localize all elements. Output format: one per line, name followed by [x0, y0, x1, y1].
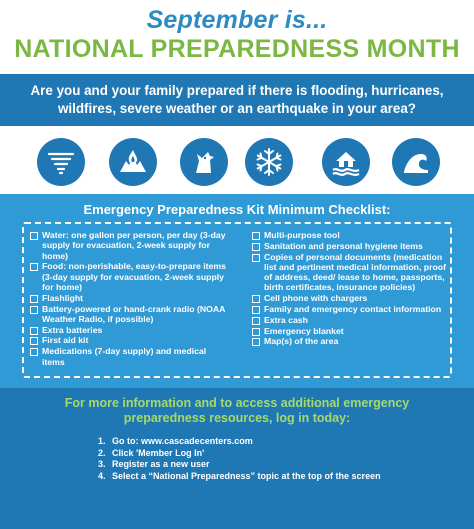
flooded-house-icon — [322, 138, 370, 186]
checklist-title: Emergency Preparedness Kit Minimum Checklist: — [83, 202, 391, 217]
list-item: Map(s) of the area — [252, 336, 450, 346]
step-text: Select a “National Preparedness” topic at the top of the screen — [112, 470, 381, 481]
list-item: Multi-purpose tool — [252, 230, 450, 240]
list-item: Extra cash — [252, 315, 450, 325]
checkbox-icon — [30, 232, 38, 240]
checkbox-icon — [252, 243, 260, 251]
checklist-left-column — [30, 230, 230, 367]
question-line-1: Are you and your family prepared if there is flooding, hurricanes, — [30, 83, 444, 98]
header-subtitle: September is... — [146, 6, 328, 34]
info-section — [0, 388, 474, 529]
checklist-section — [0, 194, 474, 388]
checkbox-icon — [252, 306, 260, 314]
step-text: Register as a new user — [112, 459, 210, 469]
snowflake-icon — [245, 138, 293, 186]
checkbox-icon — [30, 295, 38, 303]
list-item: Family and emergency contact information — [252, 304, 450, 314]
question-banner — [0, 74, 474, 126]
checkbox-icon — [252, 338, 260, 346]
checkbox-icon — [30, 327, 38, 335]
list-item: Medications (7-day supply) and medical items — [30, 346, 230, 367]
checklist-right-column — [252, 230, 450, 347]
list-item: Battery-powered or hand-crank radio (NOAA Weather Radio, if possible) — [30, 304, 230, 325]
page-title: NATIONAL PREPAREDNESS MONTH — [14, 35, 460, 63]
list-item: Emergency blanket — [252, 326, 450, 336]
checkbox-icon — [252, 328, 260, 336]
step-text: Go to: www.cascadecenters.com — [112, 436, 253, 446]
list-item: Food: non-perishable, easy-to-prepare items (3-day supply for evacuation, 2-week supply for home) — [30, 261, 230, 292]
checkbox-icon — [30, 263, 38, 271]
checkbox-icon — [30, 348, 38, 356]
step-item — [98, 448, 468, 460]
list-item: Flashlight — [30, 293, 230, 303]
list-item: Extra batteries — [30, 325, 230, 335]
info-line-2: preparedness resources, log in today: — [123, 411, 351, 425]
list-item: First aid kit — [30, 335, 230, 345]
list-item: Sanitation and personal hygiene items — [252, 241, 450, 251]
step-number: 3. — [98, 459, 106, 469]
checkbox-icon — [252, 232, 260, 240]
header — [0, 0, 474, 74]
info-heading — [0, 396, 474, 426]
step-text: Click 'Member Log In' — [112, 447, 205, 458]
checkbox-icon — [252, 254, 260, 262]
step-item — [98, 471, 468, 483]
list-item: Water: one gallon per person, per day (3-day supply for evacuation, 2-week supply for home) — [30, 230, 230, 261]
step-number: 2. — [98, 447, 106, 458]
checkbox-icon — [30, 337, 38, 345]
checkbox-icon — [252, 317, 260, 325]
question-line-2: wildfires, severe weather or an earthquake in your area? — [58, 101, 416, 116]
wildfire-icon — [109, 138, 157, 186]
checkbox-icon — [30, 306, 38, 314]
list-item: Cell phone with chargers — [252, 293, 450, 303]
wave-icon — [392, 138, 440, 186]
step-number: 1. — [98, 436, 106, 446]
steps-list — [98, 436, 468, 482]
tornado-icon — [37, 138, 85, 186]
info-line-1: For more information and to access additional emergency — [64, 396, 410, 410]
hazard-icons-row — [0, 126, 474, 194]
wolf-howl-icon — [180, 138, 228, 186]
step-item — [98, 459, 468, 471]
step-item — [98, 436, 468, 448]
step-number: 4. — [98, 470, 106, 481]
list-item: Copies of personal documents (medication list and pertinent medical information, proof of address, deed/ lease to home, passports, birth certificates, insurance policies) — [252, 252, 450, 293]
checkbox-icon — [252, 295, 260, 303]
